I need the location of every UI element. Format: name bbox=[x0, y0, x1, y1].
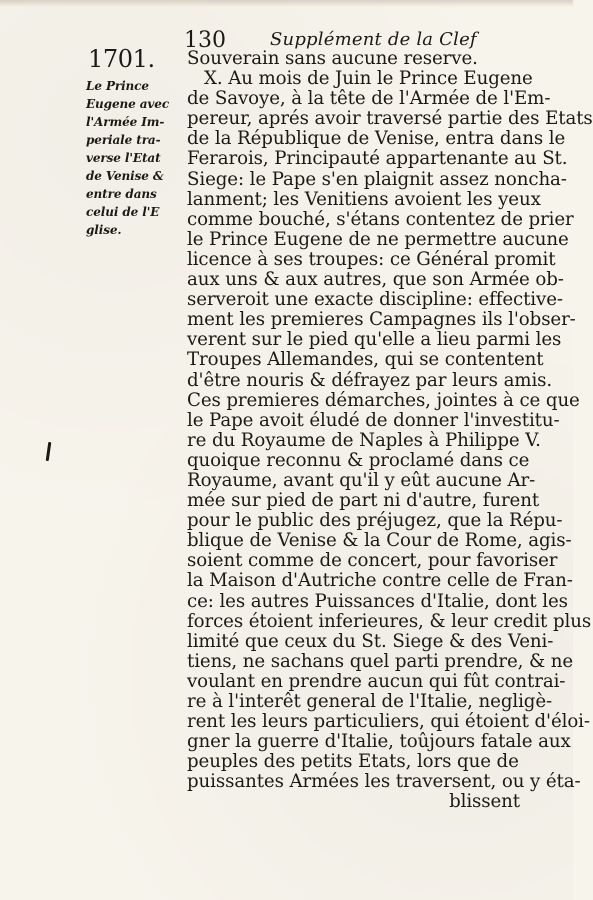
text-line: ment les premieres Campagnes ils l'obser- bbox=[187, 309, 576, 331]
text-line: le Pape avoit éludé de donner l'investitu- bbox=[187, 409, 560, 431]
text-line: X. Au mois de Juin le Prince Eugene bbox=[204, 68, 533, 90]
text-line: tiens, ne sachans quel parti prendre, & ne bbox=[187, 650, 574, 672]
text-line: pereur, aprés avoir traversé partie des Etats bbox=[187, 108, 593, 130]
text-line: mée sur pied de part ni d'autre, furent bbox=[187, 490, 540, 512]
margin-note-line: periale tra- bbox=[86, 133, 161, 147]
text-line: gner la guerre d'Italie, toûjours fatale aux bbox=[187, 731, 571, 753]
margin-note-line: Eugene avec bbox=[86, 97, 170, 111]
text-line: re du Royaume de Naples à Philippe V. bbox=[187, 429, 541, 451]
text-line: comme bouché, s'étans contentez de prier bbox=[187, 208, 574, 230]
text-line: blissent bbox=[449, 791, 520, 813]
text-line: d'être nouris & défrayez par leurs amis. bbox=[187, 369, 553, 391]
main-text-block bbox=[187, 48, 593, 813]
page-top-edge bbox=[0, 0, 573, 7]
text-line: Royaume, avant qu'il y eût aucune Ar- bbox=[187, 469, 536, 491]
text-line: pour le public des préjugez, que la Répu- bbox=[187, 510, 563, 532]
text-line: limité que ceux du St. Siege & des Veni- bbox=[187, 630, 554, 652]
margin-note-line: celui de l'E bbox=[86, 205, 160, 219]
text-line: aux uns & aux autres, que son Armée ob- bbox=[187, 269, 564, 291]
text-line: quoique reconnu & proclamé dans ce bbox=[187, 449, 530, 471]
margin-year: 1701. bbox=[88, 45, 155, 73]
margin-note-line: entre dans bbox=[86, 187, 157, 201]
margin-note-line: de Venise & bbox=[86, 169, 164, 183]
margin-note-line: verse l'Etat bbox=[86, 151, 161, 165]
running-title: Supplément de la Clef bbox=[270, 29, 477, 50]
text-line: lanment; les Venitiens avoient les yeux bbox=[187, 188, 541, 210]
text-line: re à l'interêt general de l'Italie, negligè- bbox=[187, 691, 553, 712]
text-line: de la République de Venise, entra dans le bbox=[187, 128, 566, 150]
text-line: serveroit une exacte discipline: effective- bbox=[187, 289, 563, 311]
text-line: la Maison d'Autriche contre celle de Fran- bbox=[187, 570, 573, 592]
text-line: blique de Venise & la Cour de Rome, agis- bbox=[187, 530, 572, 552]
margin-note-line: l'Armée Im- bbox=[86, 115, 165, 129]
text-line: Siege: le Pape s'en plaignit assez noncha- bbox=[187, 168, 567, 190]
page-number: 130 bbox=[184, 28, 226, 53]
marginal-mark bbox=[46, 442, 52, 461]
text-line: puissantes Armées les traversent, ou y éta- bbox=[187, 771, 581, 793]
text-line: Souverain sans aucune reserve. bbox=[187, 48, 478, 69]
text-line: Ces premieres démarches, jointes à ce que bbox=[187, 389, 580, 411]
text-line: soient comme de concert, pour favoriser bbox=[187, 550, 558, 572]
margin-note-line: Le Prince bbox=[86, 79, 149, 93]
text-line: peuples des petits Etats, lors que de bbox=[187, 751, 519, 773]
text-line: rent les leurs particuliers, qui étoient d'éloi- bbox=[187, 711, 590, 733]
text-line: ce: les autres Puissances d'Italie, dont les bbox=[187, 590, 568, 612]
text-line: verent sur le pied qu'elle a lieu parmi les bbox=[187, 329, 562, 351]
margin-note bbox=[86, 77, 178, 239]
text-line: Troupes Allemandes, qui se contentent bbox=[187, 349, 544, 371]
text-line: de Savoye, à la tête de l'Armée de l'Em- bbox=[187, 88, 551, 110]
text-line: le Prince Eugene de ne permettre aucune bbox=[187, 228, 569, 250]
text-line: voulant en prendre aucun qui fût contrai- bbox=[187, 670, 566, 692]
text-line: licence à ses troupes: ce Général promit bbox=[187, 248, 556, 270]
text-line: Ferarois, Principauté appartenante au St. bbox=[187, 148, 568, 170]
margin-note-line: glise. bbox=[86, 223, 122, 237]
text-line: forces étoient inferieures, & leur credit plus bbox=[187, 610, 592, 632]
